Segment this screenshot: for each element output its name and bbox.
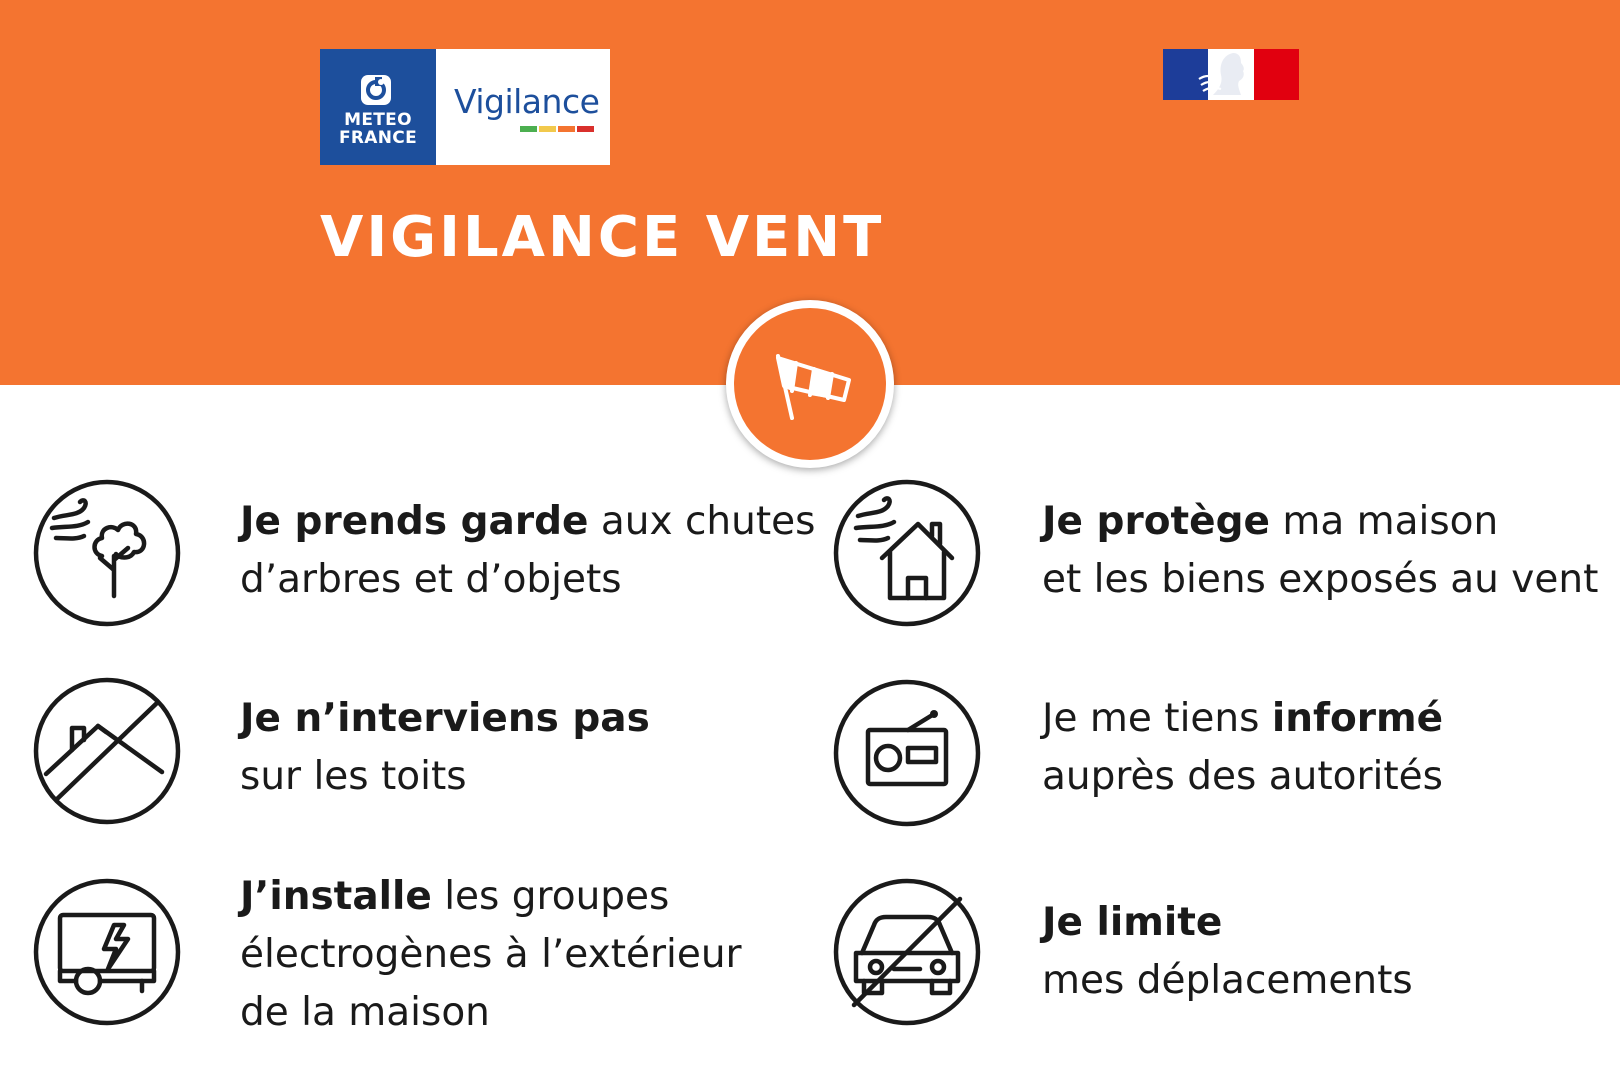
vigilance-color-bars xyxy=(520,126,596,132)
meteo-france-emblem-icon xyxy=(357,69,399,111)
advice-line: sur les toits xyxy=(240,754,467,799)
advice-text-roofs xyxy=(240,690,650,806)
advice-bold: J’installe xyxy=(240,874,432,919)
advice-line: mes déplacements xyxy=(1042,958,1413,1003)
advice-text-house xyxy=(1042,493,1598,609)
house-wind-icon xyxy=(832,478,982,628)
advice-bold: Je limite xyxy=(1042,900,1223,945)
advice-text-generators xyxy=(240,868,742,1042)
advice-bold: Je protège xyxy=(1042,499,1270,544)
windsock-badge xyxy=(726,300,894,468)
meteo-france-logo xyxy=(320,49,436,165)
page-title: VIGILANCE VENT xyxy=(320,205,885,270)
meteo-france-vigilance-logo xyxy=(320,49,610,165)
logo-france-text: FRANCE xyxy=(339,128,417,148)
advice-rest: les groupes xyxy=(431,874,670,919)
advice-text-travel xyxy=(1042,894,1413,1010)
tree-wind-icon xyxy=(32,478,182,628)
logo-vigilance-text: Vigilance xyxy=(454,82,600,121)
radio-icon xyxy=(832,678,982,828)
advice-bold: Je n’interviens pas xyxy=(240,696,650,741)
advice-rest: ma maison xyxy=(1269,499,1499,544)
windsock-icon xyxy=(734,308,886,460)
advice-bold: informé xyxy=(1271,696,1444,741)
no-car-icon xyxy=(832,877,982,1027)
advice-line: électrogènes à l’extérieur xyxy=(240,932,742,977)
advice-rest: aux chutes xyxy=(588,499,816,544)
logo-meteo-text: METEO xyxy=(344,110,412,130)
advice-text-trees xyxy=(240,493,815,609)
advice-text-informed xyxy=(1042,690,1443,806)
advice-line: et les biens exposés au vent xyxy=(1042,557,1599,602)
advice-line: d’arbres et d’objets xyxy=(240,557,622,602)
advice-rest: Je me tiens xyxy=(1042,696,1272,741)
advice-line: de la maison xyxy=(240,990,490,1035)
generator-icon xyxy=(32,877,182,1027)
advice-bold: Je prends garde xyxy=(240,499,589,544)
republique-francaise-flag-icon xyxy=(1163,49,1299,100)
advice-line: auprès des autorités xyxy=(1042,754,1443,799)
no-roof-icon xyxy=(32,676,182,826)
